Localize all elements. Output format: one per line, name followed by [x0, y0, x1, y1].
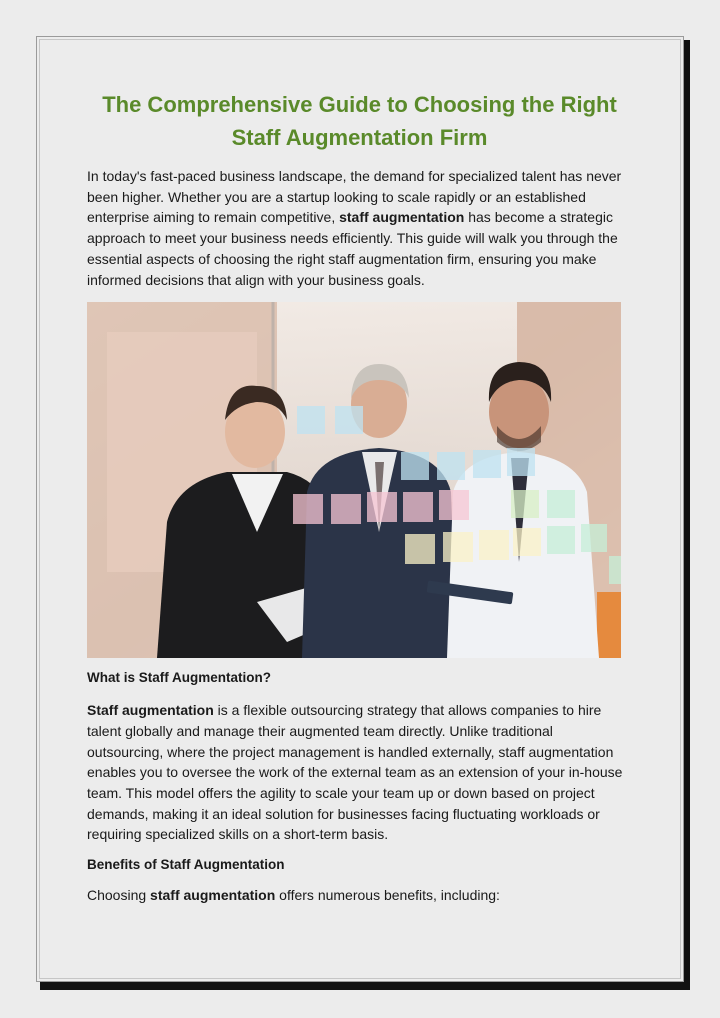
section-heading-benefits: Benefits of Staff Augmentation: [87, 857, 285, 873]
benefits-paragraph: [87, 885, 632, 906]
what-bold: Staff augmentation: [87, 702, 214, 719]
section-heading-what: What is Staff Augmentation?: [87, 670, 271, 686]
page-title: [87, 88, 632, 154]
benefits-bold: staff augmentation: [150, 887, 276, 904]
intro-paragraph: [87, 166, 632, 290]
team-meeting-photo: [87, 302, 621, 658]
page-content: [87, 88, 632, 906]
benefits-text-1: Choosing: [87, 887, 151, 904]
what-paragraph: [87, 700, 632, 845]
benefits-text-2: offers numerous benefits, including:: [275, 887, 500, 904]
what-text: is a flexible outsourcing strategy that allows companies to hire talent globally and manage their augmented team directly. Unlike traditional outsourcing, where the project management is handled externally, staff augmentation enables you to oversee the work of the external team as an extension of your in-house team. This model offers the agility to scale your team up or down based on project demands, making it an ideal solution for businesses facing fluctuating workloads or requiring specialized skills on a short-term basis.: [87, 702, 623, 843]
title-line-1: The Comprehensive Guide to Choosing the Right: [102, 92, 617, 117]
intro-text-1: In today's fast-paced business landscape, the demand for specialized talent has never been higher. Whether you are a startup looking to scale rapidly or an established enterprise aiming to remain competitive,: [87, 168, 622, 226]
title-line-2: Staff Augmentation Firm: [231, 125, 488, 150]
intro-bold: staff augmentation: [339, 209, 465, 226]
intro-text-2: has become a strategic approach to meet your business needs efficiently. This guide will walk you through the essential aspects of choosing the right staff augmentation firm, ensuring you make informed decisions that align with your business goals.: [87, 209, 618, 288]
